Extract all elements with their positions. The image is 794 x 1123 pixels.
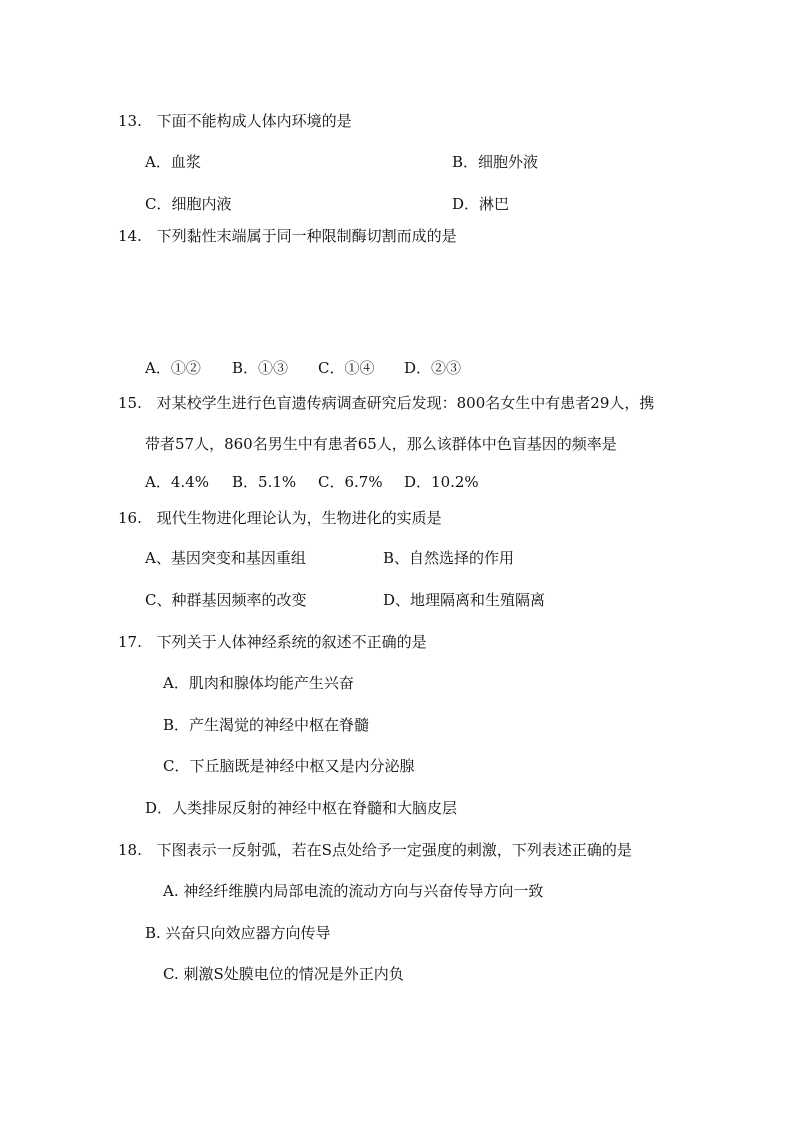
option-d: D．淋巴 — [452, 195, 510, 213]
option-b: B. 兴奋只向效应器方向传导 — [145, 924, 331, 942]
option-c: C．下丘脑既是神经中枢又是内分泌腺 — [163, 757, 415, 775]
question-stem: 下图表示一反射弧，若在S点处给予一定强度的刺激，下列表述正确的是 — [156, 841, 632, 859]
question-number: 13. — [118, 112, 142, 130]
question-number: 14. — [118, 227, 142, 245]
question-number: 17. — [118, 633, 142, 651]
option-a: A、基因突变和基因重组 — [145, 549, 306, 567]
option-b: B．产生渴觉的神经中枢在脊髓 — [163, 716, 370, 734]
question-number: 15. — [118, 394, 142, 412]
question-stem: 下列关于人体神经系统的叙述不正确的是 — [156, 633, 427, 651]
option-d: D、地理隔离和生殖隔离 — [383, 591, 546, 609]
question-stem: 现代生物进化理论认为，生物进化的实质是 — [156, 509, 442, 527]
question-13 — [118, 111, 352, 131]
question-number: 16. — [118, 509, 142, 527]
question-stem: 下列黏性末端属于同一种限制酶切割而成的是 — [156, 227, 457, 245]
option-b: B．5.1% — [232, 473, 297, 491]
option-d: D．10.2% — [404, 473, 479, 491]
question-16 — [118, 508, 442, 528]
option-d: D．②③ — [404, 359, 462, 377]
option-d: D．人类排尿反射的神经中枢在脊髓和大脑皮层 — [145, 799, 458, 817]
option-c: C．①④ — [318, 359, 375, 377]
option-b: B．①③ — [232, 359, 289, 377]
option-b: B、自然选择的作用 — [383, 549, 515, 567]
option-c: C. 刺激S处膜电位的情况是外正内负 — [163, 965, 404, 983]
option-c: C．6.7% — [318, 473, 383, 491]
option-c: C．细胞内液 — [145, 195, 232, 213]
option-a: A．①② — [145, 359, 201, 377]
question-18 — [118, 840, 632, 860]
option-a: A．血浆 — [145, 153, 201, 171]
option-b: B．细胞外液 — [452, 153, 539, 171]
option-c: C、种群基因频率的改变 — [145, 591, 307, 609]
question-number: 18. — [118, 841, 142, 859]
question-stem: 下面不能构成人体内环境的是 — [156, 112, 352, 130]
option-a: A．4.4% — [145, 473, 209, 491]
question-stem-continued: 带者57人，860名男生中有患者65人，那么该群体中色盲基因的频率是 — [145, 435, 617, 453]
question-stem: 对某校学生进行色盲遗传病调查研究后发现：800名女生中有患者29人，携 — [156, 394, 655, 412]
option-a: A．肌肉和腺体均能产生兴奋 — [163, 674, 354, 692]
question-15 — [118, 393, 654, 413]
question-17 — [118, 632, 427, 652]
option-a: A. 神经纤维膜内局部电流的流动方向与兴奋传导方向一致 — [163, 882, 544, 900]
question-14 — [118, 226, 457, 246]
